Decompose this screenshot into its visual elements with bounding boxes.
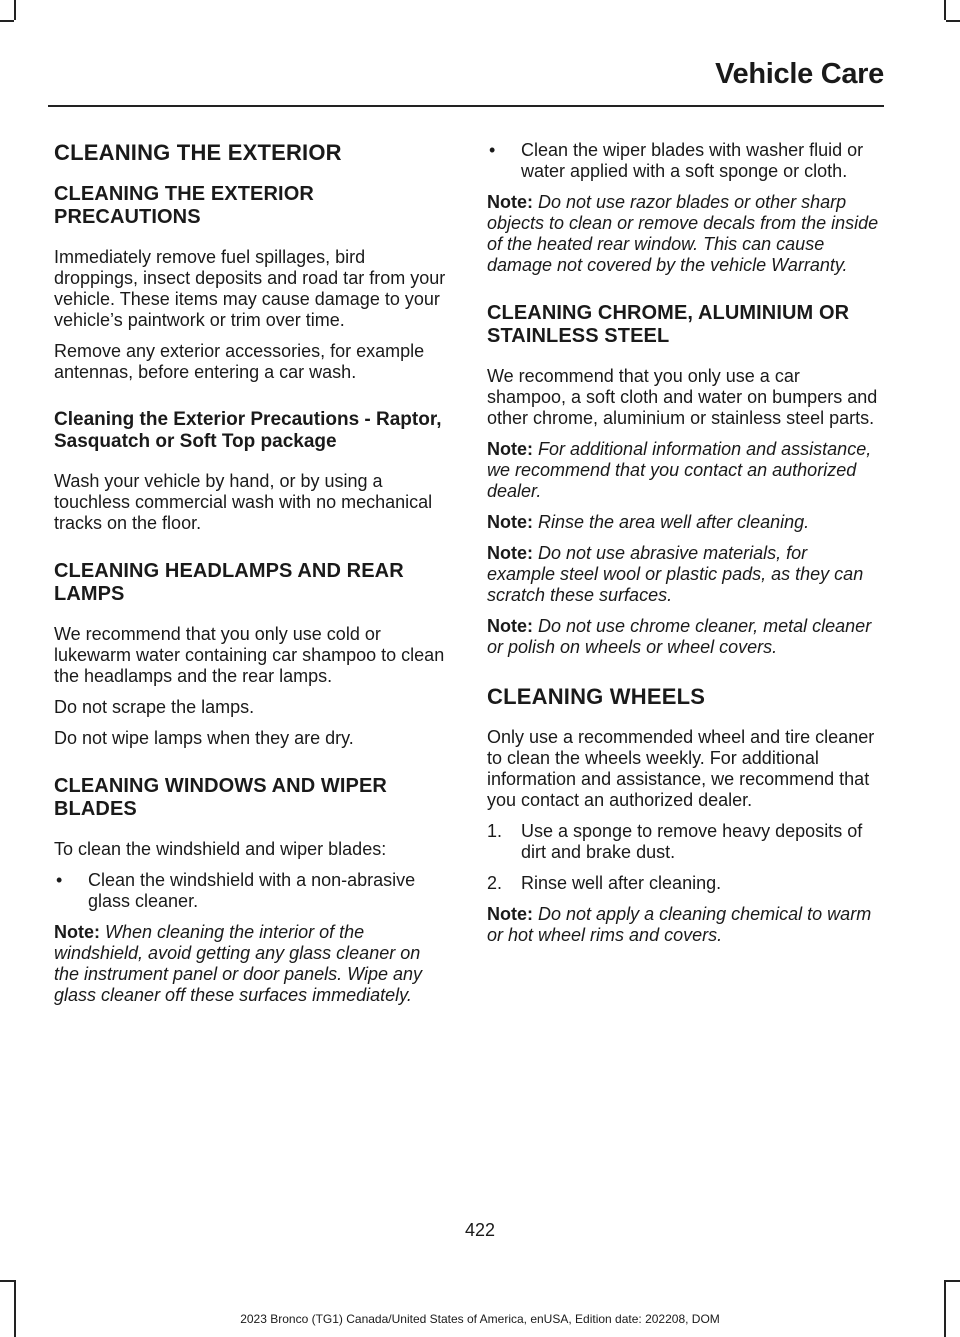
step-text: Use a sponge to remove heavy deposits of dirt and brake dust. — [521, 821, 863, 863]
crop-mark-top-left-v — [14, 0, 16, 20]
note-text: Do not apply a cleaning chemical to warm or hot wheel rims and covers. — [487, 904, 872, 946]
list-item — [487, 821, 879, 863]
crop-mark-bottom-right-h — [946, 1280, 960, 1282]
note-label: Note: — [487, 512, 533, 532]
heading-exterior-precautions: CLEANING THE EXTERIOR PRECAUTIONS — [54, 183, 314, 229]
note-contact-dealer — [487, 439, 879, 502]
page-number: 422 — [464, 1220, 496, 1240]
heading-chrome-steel: CLEANING CHROME, ALUMINIUM OR STAINLESS STEEL — [487, 302, 850, 347]
page-header-title: Vehicle Care — [715, 58, 884, 90]
bullet-icon: • — [56, 869, 63, 890]
bullet-text: Clean the wiper blades with washer fluid or water applied with a soft sponge or cloth. — [521, 140, 864, 181]
header-divider — [48, 105, 884, 107]
note-text: Do not use abrasive materials, for example steel wool or plastic pads, as they can scratch these surfaces. — [487, 543, 864, 605]
wiper-bullet-list — [487, 140, 879, 182]
note-abrasive-materials — [487, 543, 879, 606]
paragraph-to-clean-windshield: To clean the windshield and wiper blades: — [54, 838, 387, 859]
note-label: Note: — [54, 921, 100, 942]
crop-mark-bottom-right-v — [944, 1280, 946, 1337]
paragraph-headlamp-water: We recommend that you only use cold or lukewarm water containing car shampoo to clean the headlamps and the rear lamps. — [54, 623, 445, 686]
paragraph-remove-accessories: Remove any exterior accessories, for example antennas, before entering a car wash. — [54, 341, 425, 383]
note-text: For additional information and assistance, we recommend that you contact an authorized dealer. — [487, 439, 872, 501]
note-chrome-cleaner — [487, 616, 879, 658]
list-item — [487, 873, 879, 894]
crop-mark-top-right-v — [944, 0, 946, 20]
note-label: Note: — [487, 543, 533, 563]
paragraph-do-not-wipe: Do not wipe lamps when they are dry. — [54, 727, 354, 748]
note-label: Note: — [487, 904, 533, 925]
wheel-steps-list — [487, 821, 879, 894]
step-text: Rinse well after cleaning. — [521, 873, 722, 894]
crop-mark-bottom-left-h — [0, 1280, 14, 1282]
paragraph-remove-fuel: Immediately remove fuel spillages, bird droppings, insect deposits and road tar from your vehicle. These items may cause damage to your vehicle’s paintwork or trim over time. — [54, 247, 446, 331]
edition-footer: 2023 Bronco (TG1) Canada/United States of America, enUSA, Edition date: 202208, DOM — [240, 1312, 720, 1326]
crop-mark-top-right-h — [946, 20, 960, 22]
note-windshield-interior — [54, 922, 446, 1006]
note-cleaning-chemical — [487, 904, 879, 946]
note-razor-blades — [487, 192, 879, 276]
note-label: Note: — [487, 192, 533, 212]
crop-mark-top-left-h — [0, 20, 14, 22]
crop-mark-bottom-left-v — [14, 1280, 16, 1337]
heading-cleaning-wheels: CLEANING WHEELS — [487, 684, 706, 709]
note-rinse-area — [487, 512, 879, 533]
left-column — [54, 140, 446, 1016]
paragraph-wheel-cleaner: Only use a recommended wheel and tire cleaner to clean the wheels weekly. For additional information and assistance, we recommend that you contact an authorized dealer. — [487, 727, 875, 811]
heading-windows-wiper: CLEANING WINDOWS AND WIPER BLADES — [54, 774, 387, 820]
note-text: Rinse the area well after cleaning. — [538, 512, 810, 532]
windshield-bullet-list — [54, 870, 446, 912]
heading-raptor-precautions: Cleaning the Exterior Precautions - Raptor, Sasquatch or Soft Top package — [54, 409, 442, 453]
step-number: 1. — [487, 821, 503, 842]
bullet-icon: • — [489, 140, 496, 160]
paragraph-car-shampoo: We recommend that you only use a car shampoo, a soft cloth and water on bumpers and other chrome, aluminium or stainless steel parts. — [487, 366, 878, 428]
paragraph-do-not-scrape: Do not scrape the lamps. — [54, 696, 255, 717]
note-text: When cleaning the interior of the windshield, avoid getting any glass cleaner on the instrument panel or door panels. Wipe any glass cleaner off these surfaces immediately. — [54, 921, 423, 1005]
list-item — [54, 870, 446, 912]
note-label: Note: — [487, 616, 533, 636]
step-number: 2. — [487, 873, 503, 894]
note-text: Do not use razor blades or other sharp objects to clean or remove decals from the inside of the heated rear window. This can cause damage not covered by the vehicle Warranty. — [487, 192, 879, 275]
heading-headlamps: CLEANING HEADLAMPS AND REAR LAMPS — [54, 559, 404, 605]
note-label: Note: — [487, 439, 533, 459]
bullet-text: Clean the windshield with a non-abrasive glass cleaner. — [88, 869, 416, 911]
list-item — [487, 140, 879, 182]
note-text: Do not use chrome cleaner, metal cleaner or polish on wheels or wheel covers. — [487, 616, 872, 657]
right-column — [487, 140, 879, 956]
heading-cleaning-exterior: CLEANING THE EXTERIOR — [54, 140, 342, 165]
paragraph-wash-by-hand: Wash your vehicle by hand, or by using a touchless commercial wash with no mechanical tracks on the floor. — [54, 470, 433, 533]
